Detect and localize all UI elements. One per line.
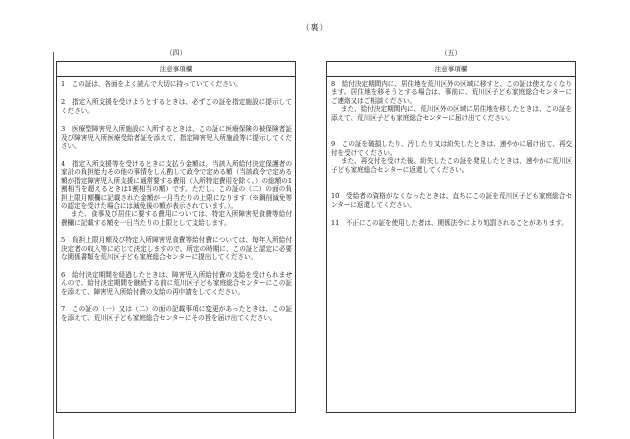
binding-margin-line [53, 52, 54, 439]
note-item-7: 7 この証の（一）又は（二）の面の記載事項に変更があったときは、この証を添えて、荒川区子ども家庭総合センターにその旨を届け出てください。 [61, 305, 292, 322]
note-item-4: 4 指定入所支援等を受けるときに支払う金額は、当該入所給付決定保護者の家計の負担能力その他の事情をしん酌して政令で定める額（当該政令で定める額が指定障害児入所支援に通常要する費用（入所特定費用を除く。）の総額の1割相当を超えるときは1割相当の額）です。ただし、この証の（二）の面の負担上限月額欄に記載された金額が一月当たりの上限になります（※鋼削減免等の認定を受けた場合には減免後の額が表示されています。）。 また、食事及び居住に要する費用については、特定入所障害児食費等給付費欄に記載する額を一日当たりの上限として支給します。 [61, 159, 292, 227]
note-item-10: 10 受給者の資格がなくなったときは、直ちにこの証を荒川区子ども家庭総合センターに返還してください。 [331, 192, 572, 209]
notes-list-right [327, 77, 575, 227]
panel-left [56, 61, 296, 413]
panel-title-right: （五） [440, 49, 462, 57]
panel-right [326, 61, 576, 413]
note-item-5: 5 負担上限月額及び特定入所障害児食費等給付費については、毎年入所給付決定者の収入等に応じて決定しますので、所定の時期に、この証と認定に必要な関係書類を荒川区子ども家庭総合センターに提出してください。 [61, 236, 292, 262]
note-item-11: 11 不正にこの証を使用した者は、関係法令により処罰されることがあります。 [331, 218, 568, 227]
note-item-1: 1 この証は、各面をよく読んで大切に持っていてください。 [61, 80, 242, 88]
panel-header-left: 注意事項欄 [57, 62, 295, 77]
panel-title-left: （四） [165, 49, 187, 57]
panel-header-right: 注意事項欄 [327, 62, 575, 77]
reverse-side-mark: （裏） [301, 23, 329, 32]
note-item-3: 3 医療型障害児入所施設に入所するときは、この証に医療保険の被保険者証及び障害児入所医療受給者証を添えて、指定障害児入所施設等に提示してください。 [61, 125, 292, 151]
note-item-6: 6 給付決定期間を経過したときは、障害児入所給付費の支給を受けられませんので、給付決定期間を継続する前に荒川区子ども家庭総合センターにこの証を添えて、障害児入所給付費の支給の再申請をしてください。 [61, 270, 292, 296]
note-item-8: 8 給付決定期間内に、居住地を荒川区外の区域に移すと、この証は使えなくなります。居住地を移そうとする場合は、事前に、荒川区子ども家庭総合センターにご連絡又はご相談ください。 また、給付決定期間内に、荒川区外の区域に居住地を移したときは、この証を添えて、荒川区子ども家庭総合センターに届け出てください。 [331, 80, 572, 122]
note-item-9: 9 この証を破損したり、汚したり又は紛失したときは、速やかに届け出て、再交付を受けてください。 また、再交付を受けた後、紛失したこの証を発見したときは、速やかに荒川区子ども家庭総合センターに返還してください。 [331, 140, 572, 174]
notes-list-left [57, 77, 295, 322]
note-item-2: 2 指定入所支援を受けようとするときは、必ずこの証を指定施設に提示してください。 [61, 98, 292, 115]
